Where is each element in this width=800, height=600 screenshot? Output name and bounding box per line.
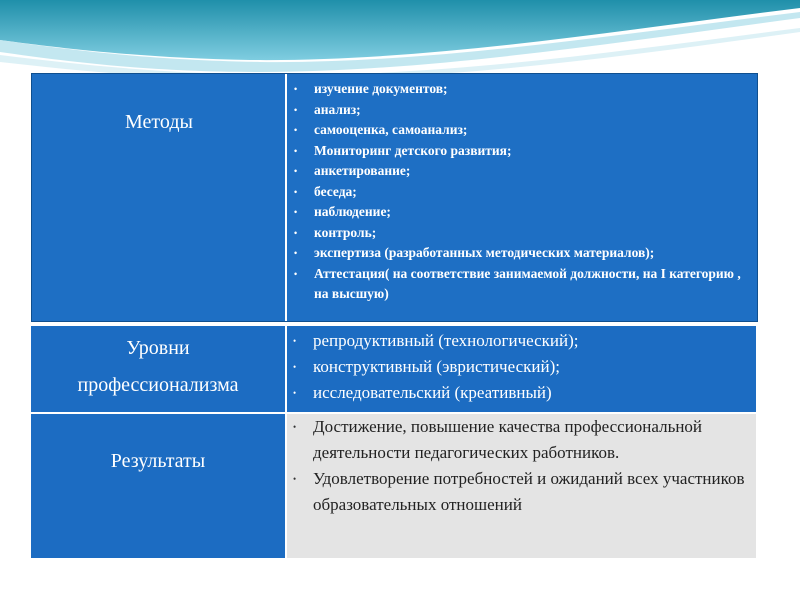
results-list [289, 414, 749, 518]
list-item: • репродуктивный (технологический); [289, 328, 749, 354]
levels-heading-line1: Уровни [126, 337, 190, 359]
list-item: • самооценка, самоанализ; [290, 120, 750, 141]
list-item: • Достижение, повышение качества профессиональной деятельности педагогических работников. [289, 414, 749, 466]
list-item: • контроль; [290, 223, 750, 244]
methods-table [31, 73, 758, 322]
list-item: • исследовательский (креативный) [289, 380, 749, 406]
list-item: • Мониторинг детского развития; [290, 141, 750, 162]
list-item: • конструктивный (эвристический); [289, 354, 749, 380]
results-heading-cell [31, 414, 285, 558]
results-heading: Результаты [110, 450, 206, 472]
levels-heading-line2: профессионализма [77, 374, 239, 396]
list-item: • Аттестация( на соответствие занимаемой должности, на I категорию , на высшую) [290, 264, 750, 305]
list-item: • наблюдение; [290, 202, 750, 223]
methods-list [290, 79, 750, 305]
levels-heading-cell [31, 326, 285, 412]
results-content-cell [287, 414, 756, 558]
list-item: • Удовлетворение потребностей и ожиданий всех участников образовательных отношений [289, 466, 749, 518]
list-item: • беседа; [290, 182, 750, 203]
list-item: • анализ; [290, 100, 750, 121]
methods-divider [285, 74, 287, 321]
levels-results-table [31, 326, 756, 558]
levels-list [289, 328, 749, 406]
methods-heading: Методы [125, 111, 193, 133]
list-item: • анкетирование; [290, 161, 750, 182]
decorative-wave-header [0, 0, 800, 80]
list-item: • изучение документов; [290, 79, 750, 100]
list-item: • экспертиза (разработанных методических материалов); [290, 243, 750, 264]
